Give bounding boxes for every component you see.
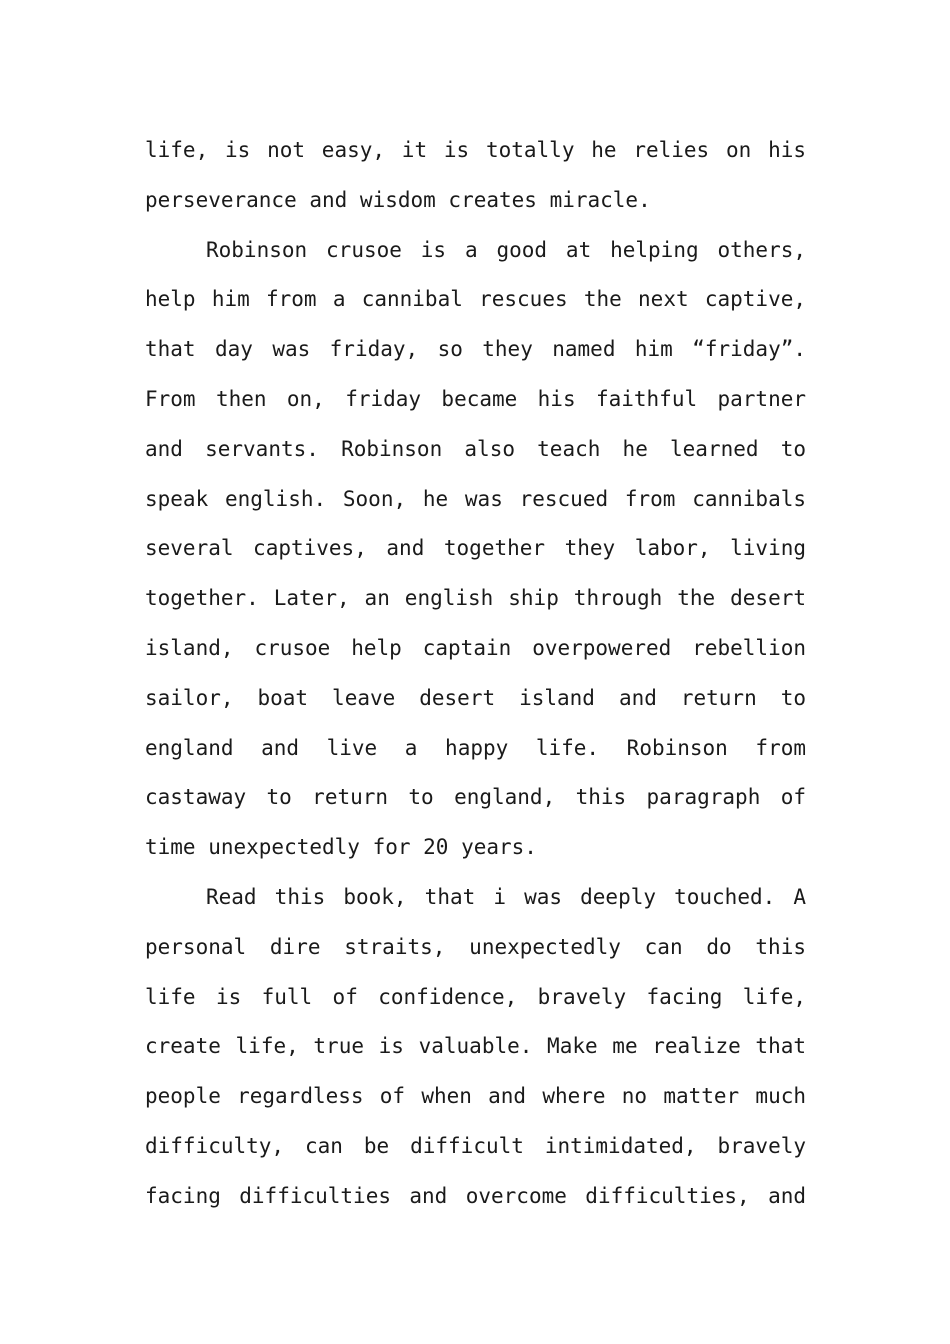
text-line: england and live a happy life. Robinson from [145, 735, 806, 760]
text-line: that day was friday, so they named him “friday”. [145, 337, 806, 362]
text-line: life is full of confidence, bravely facing life, [145, 984, 806, 1009]
text-line: life, is not easy, it is totally he relies on his [145, 138, 806, 162]
text-line: difficulty, can be difficult intimidated, bravely [145, 1133, 806, 1158]
text-line: together. Later, an english ship through the desert [145, 586, 806, 611]
text-line: several captives, and together they labor, living [145, 536, 806, 561]
text-line: sailor, boat leave desert island and return to [145, 685, 806, 710]
text-line: perseverance and wisdom creates miracle. [145, 187, 651, 212]
text-line: facing difficulties and overcome difficulties, and [145, 1183, 806, 1208]
text-line: personal dire straits, unexpectedly can do this [145, 934, 806, 959]
text-line: speak english. Soon, he was rescued from cannibals [145, 486, 806, 511]
text-line: help him from a cannibal rescues the next captive, [145, 287, 806, 312]
text-line: island, crusoe help captain overpowered rebellion [145, 635, 806, 660]
body-text [145, 126, 806, 1222]
paragraph-first-line: Read this book, that i was deeply touched. A [206, 884, 806, 909]
text-line: create life, true is valuable. Make me realize that [145, 1034, 806, 1059]
text-line: people regardless of when and where no matter much [145, 1084, 806, 1109]
paragraph-first-line: Robinson crusoe is a good at helping others, [206, 237, 806, 262]
text-line: and servants. Robinson also teach he learned to [145, 436, 806, 461]
text-line: castaway to return to england, this paragraph of [145, 785, 806, 810]
text-line: From then on, friday became his faithful partner [145, 386, 806, 411]
text-line: time unexpectedly for 20 years. [145, 835, 537, 860]
